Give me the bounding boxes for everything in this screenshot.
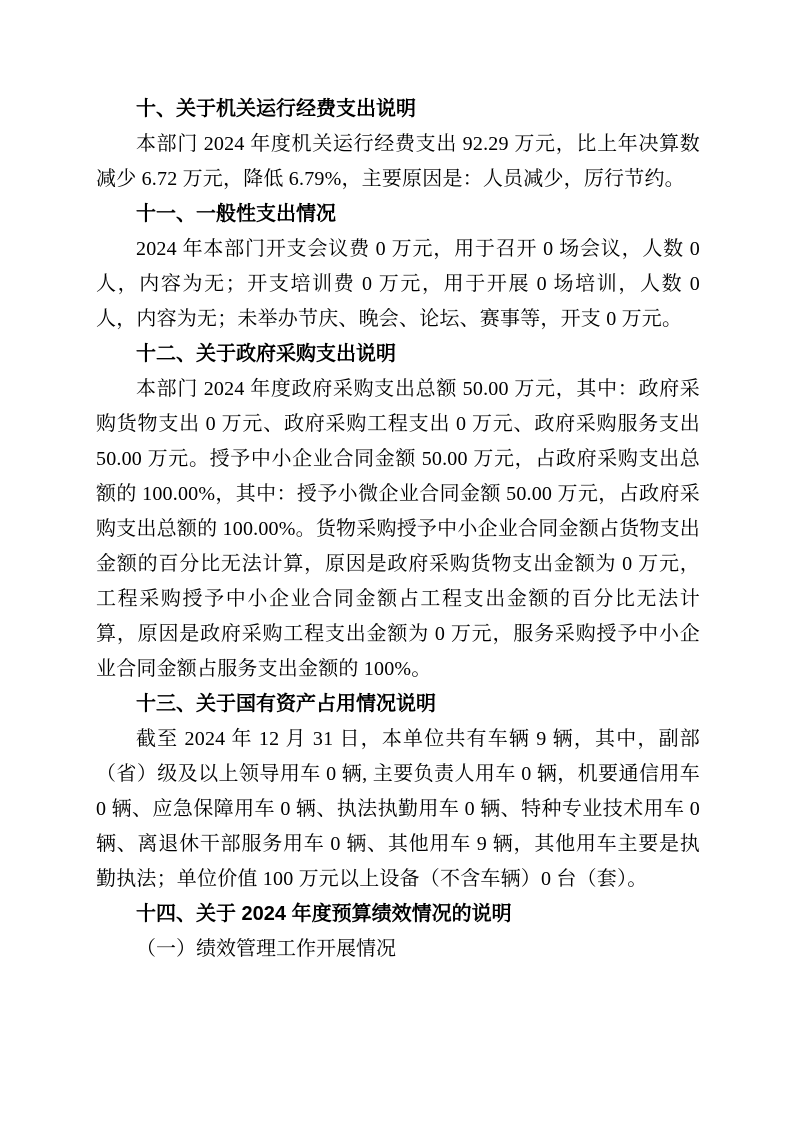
section-heading-government-procurement: 十二、关于政府采购支出说明 bbox=[136, 343, 396, 365]
section-heading-budget-performance: 十四、关于 2024 年度预算绩效情况的说明 bbox=[136, 903, 512, 925]
section-heading-state-owned-assets: 十三、关于国有资产占用情况说明 bbox=[136, 693, 436, 715]
paragraph-state-owned-assets: 截至 2024 年 12 月 31 日，本单位共有车辆 9 辆，其中，副部（省）级及以上领导用车 0 辆, 主要负责人用车 0 辆，机要通信用车 0 辆、应急保障用车 0 辆、执法执勤用车 0 辆、特种专业技术用车 0 辆、离退休干部服务用车 0 辆、其他用车 9 辆，其他用车主要是执勤执法；单位价值 100 万元以上设备（不含车辆）0 台（套）。 bbox=[96, 728, 700, 890]
paragraph-agency-operating-expenses: 本部门 2024 年度机关运行经费支出 92.29 万元，比上年决算数减少 6.72 万元，降低 6.79%，主要原因是：人员减少，厉行节约。 bbox=[96, 133, 700, 190]
paragraph-general-expenditure: 2024 年本部门开支会议费 0 万元，用于召开 0 场会议，人数 0 人，内容为无；开支培训费 0 万元，用于开展 0 场培训，人数 0 人，内容为无；未举办节庆、晚会、论坛、赛事等，开支 0 万元。 bbox=[96, 238, 700, 330]
section-heading-general-expenditure: 十一、一般性支出情况 bbox=[136, 203, 336, 225]
section-heading-agency-operating-expenses: 十、关于机关运行经费支出说明 bbox=[136, 98, 416, 120]
paragraph-government-procurement: 本部门 2024 年度政府采购支出总额 50.00 万元，其中：政府采购货物支出 0 万元、政府采购工程支出 0 万元、政府采购服务支出 50.00 万元。授予中小企业合同金额 50.00 万元，占政府采购支出总额的 100.00%，其中：授予小微企业合同金额 50.00 万元，占政府采购支出总额的 100.00%。货物采购授予中小企业合同金额占货物支出金额的百分比无法计算，原因是政府采购货物支出金额为 0 万元，工程采购授予中小企业合同金额占工程支出金额的百分比无法计算，原因是政府采购工程支出金额为 0 万元，服务采购授予中小企业合同金额占服务支出金额的 100%。 bbox=[96, 378, 700, 680]
subsection-heading-performance-management: （一）绩效管理工作开展情况 bbox=[136, 938, 396, 960]
